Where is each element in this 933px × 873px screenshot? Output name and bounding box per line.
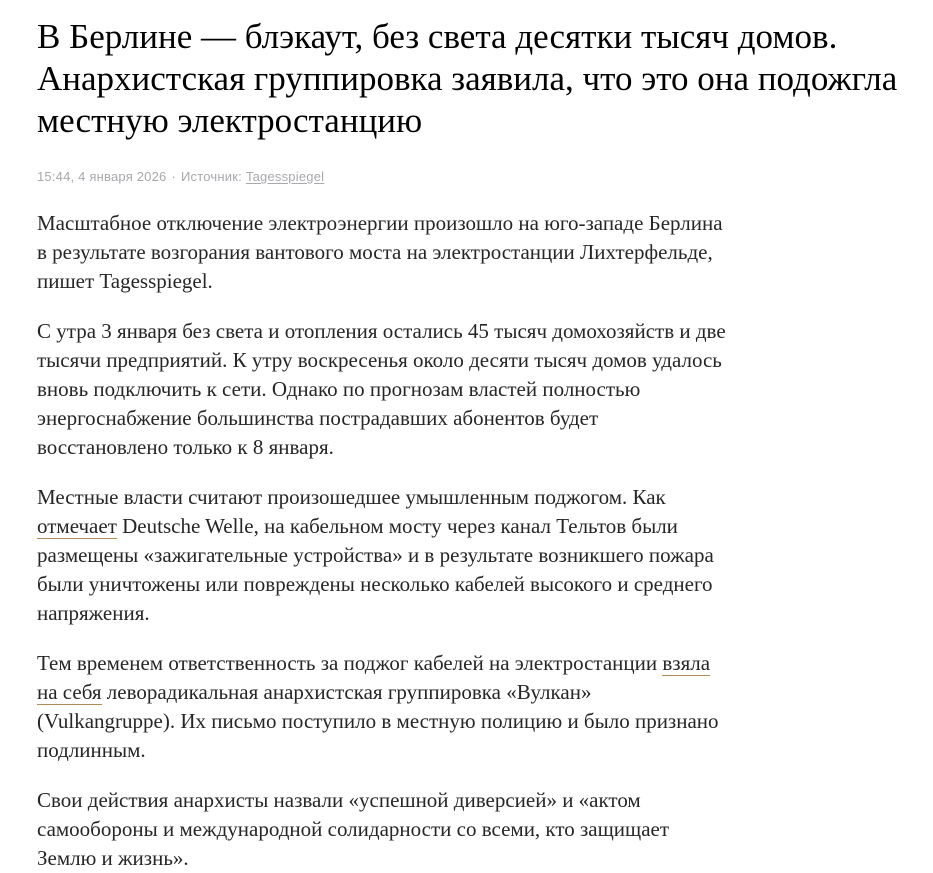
paragraph: Свои действия анархисты назвали «успешной диверсией» и «актом самообороны и международной солидарности со всеми, кто защищает Землю и жизнь». <box>37 788 670 870</box>
article-body <box>37 209 727 873</box>
article-title: В Берлине — блэкаут, без света десятки тысяч домов. Анархистская группировка заявила, что это она подожгла местную электростанцию <box>37 17 898 140</box>
paragraph: Масштабное отключение электроэнергии произошло на юго-западе Берлина в результате возгорания вантового моста на электростанции Лихтерфельде, пишет Tagesspiegel. <box>37 211 723 293</box>
paragraph: Местные власти считают произошедшее умышленным поджогом. Как отмечает Deutsche Welle, на кабельном мосту через канал Тельтов были размещены «зажигательные устройства» и в результате возникшего пожара были уничтожены или повреждены несколько кабелей высокого и среднего напряжения. <box>37 485 714 625</box>
meta-separator: · <box>171 169 176 184</box>
source-link[interactable]: Tagesspiegel <box>245 169 325 184</box>
source-label: Источник: <box>181 169 242 184</box>
inline-link[interactable]: взяла на себя <box>37 651 711 704</box>
article-meta <box>37 169 903 185</box>
paragraph: С утра 3 января без света и отопления остались 45 тысяч домохозяйств и две тысячи предприятий. К утру воскресенья около десяти тысяч домов удалось вновь подключить к сети. Однако по прогнозам властей полностью энергоснабжение большинства пострадавших абонентов будет восстановлено только к 8 января. <box>37 319 726 459</box>
article-datetime: 15:44, 4 января 2026 <box>37 169 167 184</box>
paragraph: Тем временем ответственность за поджог кабелей на электростанции взяла на себя леворадикальная анархистская группировка «Вулкан» (Vulkangruppe). Их письмо поступило в местную полицию и было признано подлинным. <box>37 651 719 762</box>
inline-link[interactable]: отмечает <box>37 514 117 538</box>
